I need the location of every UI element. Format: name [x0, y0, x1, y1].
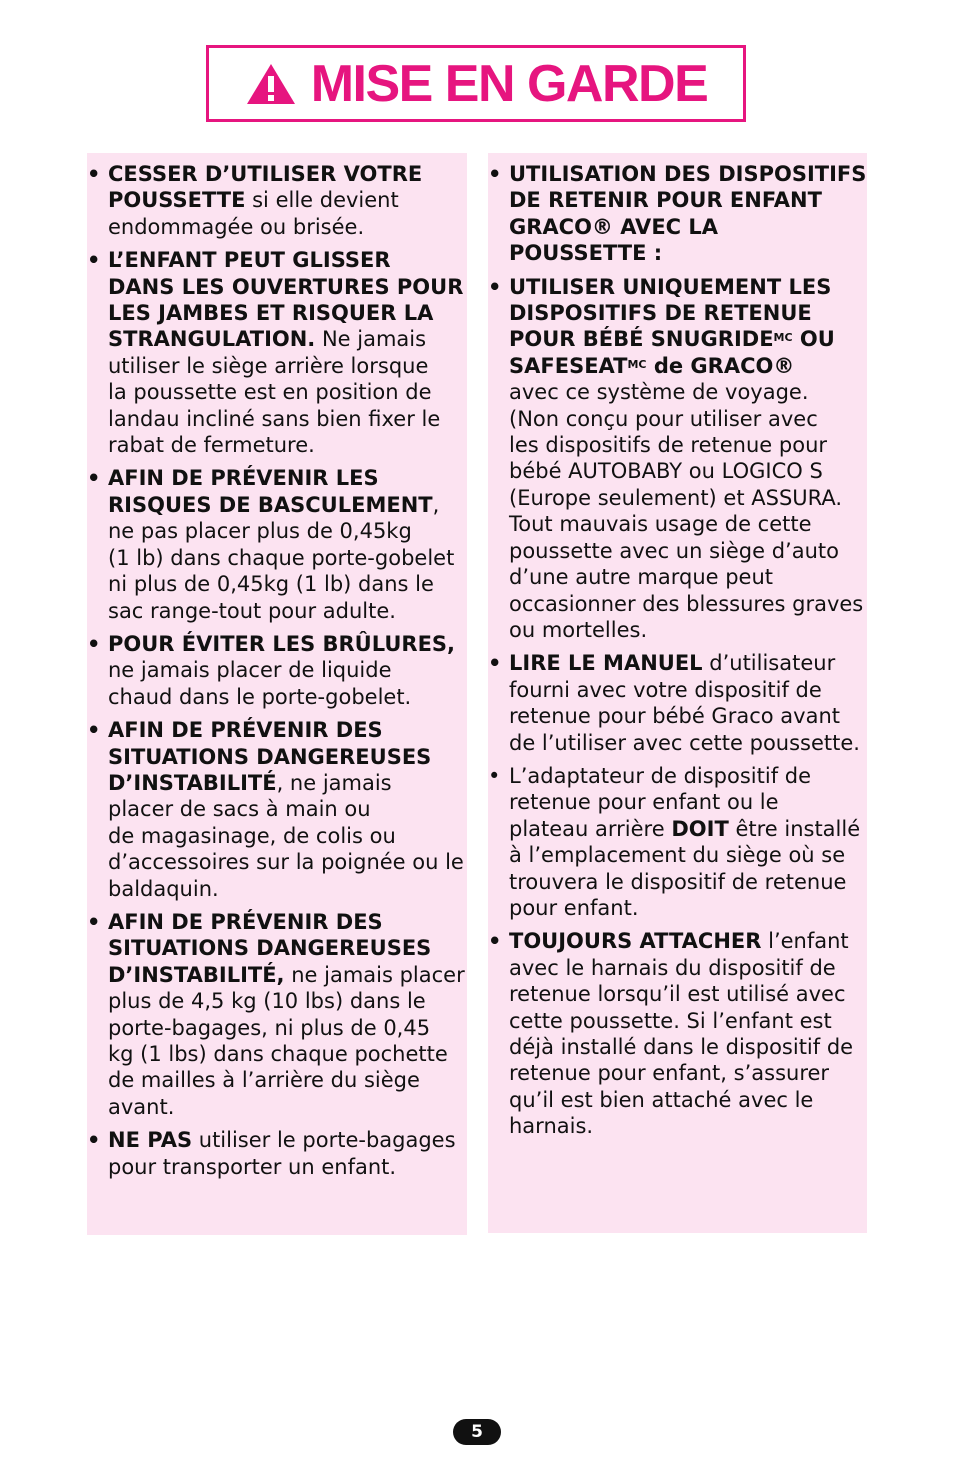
warning-item — [488, 161, 867, 267]
bullet: • — [488, 929, 502, 954]
warning-heading: AFIN DE PRÉVENIR DES SITUATIONS DANGEREUSES D’INSTABILITÉ, — [108, 909, 432, 987]
warning-text: ne jamais placer plus de 4,5 kg (10 lbs) dans le porte-bagages, ni plus de 0,45 kg (1 lbs) dans chaque pochette de mailles à l’arrière du siège avant. — [108, 962, 465, 1119]
bullet: • — [87, 466, 101, 491]
bullet: • — [87, 1128, 101, 1153]
warning-item — [87, 465, 467, 623]
bullet: • — [87, 909, 101, 934]
warning-heading: CESSER D’UTILISER VOTRE POUSSETTE — [108, 162, 423, 213]
bullet: • — [87, 248, 101, 273]
warning-triangle-icon — [245, 62, 297, 106]
bullet: • — [488, 162, 502, 186]
warning-heading: AFIN DE PRÉVENIR LES RISQUES DE BASCULEMENT — [108, 466, 433, 517]
warning-heading: AFIN DE PRÉVENIR DES SITUATIONS DANGEREUSES D’INSTABILITÉ — [108, 718, 432, 795]
warning-item — [488, 928, 867, 1139]
warning-item — [488, 763, 867, 921]
bullet: • — [87, 718, 101, 743]
warning-text: ne jamais placer de liquide chaud dans le porte-gobelet. — [108, 658, 412, 709]
left-column — [87, 153, 467, 1235]
bullet: • — [87, 631, 101, 656]
warning-text: , ne pas placer plus de 0,45kg (1 lb) dans chaque porte-gobelet ni plus de 0,45kg (1 lb) dans le sac range-tout pour adulte. — [108, 492, 455, 623]
warning-heading: POUR ÉVITER LES BRÛLURES, — [108, 631, 456, 656]
warning-item — [488, 650, 867, 756]
warning-item — [87, 909, 467, 1120]
right-column — [488, 153, 867, 1233]
warning-title-text: MISE EN GARDE — [310, 54, 708, 113]
warning-heading: NE PAS — [108, 1128, 193, 1153]
bullet: • — [87, 162, 101, 186]
warning-item — [87, 631, 467, 710]
warning-text: si elle devient endommagée ou brisée. — [108, 188, 399, 239]
warning-heading: UTILISER UNIQUEMENT LES DISPOSITIFS DE RETENUE POUR BÉBÉ $SNUGRIDE^{MC}$ OU $SAFESEAT^{MC}$ de GRACO® — [509, 274, 835, 378]
page-number: 5 — [453, 1419, 501, 1445]
warning-item — [87, 161, 467, 240]
warning-item — [87, 247, 467, 458]
warning-heading: L’ENFANT PEUT GLISSER DANS LES OUVERTURES POUR LES JAMBES ET RISQUER LA STRANGULATION. — [108, 248, 464, 352]
warning-heading: LIRE LE MANUEL — [509, 651, 703, 676]
warning-text: Ne jamais utiliser le siège arrière lorsque la poussette est en position de landau incliné sans bien fixer le rabat de fermeture. — [108, 327, 441, 458]
warning-text: utiliser le porte-bagages pour transporter un enfant. — [108, 1128, 456, 1179]
warning-header — [206, 45, 746, 122]
bullet: • — [488, 651, 502, 676]
warning-emphasis: DOIT — [671, 816, 729, 841]
warning-text: L’adaptateur de dispositif de retenue pour enfant ou le plateau arrière — [509, 763, 812, 841]
warning-item — [488, 274, 867, 644]
warning-item — [87, 1127, 467, 1180]
warning-text: avec ce système de voyage. (Non conçu pour utiliser avec les dispositifs de retenue pour bébé AUTOBABY ou LOGICO S (Europe seulement) et ASSURA. Tout mauvais usage de cette poussette avec un siège d’auto d’une autre marque peut occasionner des blessures graves ou mortelles. — [509, 380, 864, 642]
warning-heading: TOUJOURS ATTACHER — [509, 929, 762, 954]
bullet: • — [488, 274, 502, 299]
bullet: • — [488, 763, 501, 788]
warning-text: d’utilisateur fourni avec votre dispositif de retenue pour bébé Graco avant de l’utiliser avec cette poussette. — [509, 651, 860, 755]
warning-heading: UTILISATION DES DISPOSITIFS DE RETENIR POUR ENFANT GRACO® AVEC LA POUSSETTE : — [509, 162, 867, 266]
warning-title — [245, 54, 708, 113]
warning-text: , ne jamais placer de sacs à main ou de magasinage, de colis ou d’accessoires sur la poignée ou le baldaquin. — [108, 770, 464, 901]
warning-text: l’enfant avec le harnais du dispositif de retenue lorsqu’il est utilisé avec cette poussette. Si l’enfant est déjà installé dans le dispositif de retenue pour enfant, s’assurer qu’il est bien attaché avec le harnais. — [509, 929, 854, 1139]
warning-item — [87, 717, 467, 902]
warning-text: être installé à l’emplacement du siège où se trouvera le dispositif de retenue pour enfant. — [509, 816, 861, 920]
